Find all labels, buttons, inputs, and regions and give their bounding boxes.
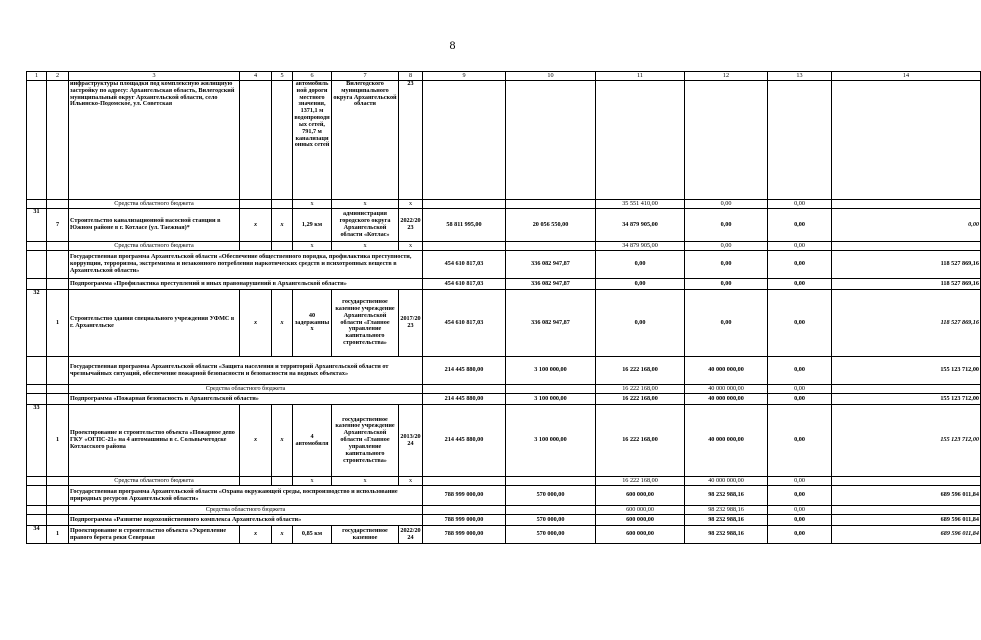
header-cell: 7 bbox=[332, 72, 399, 81]
budget-label: Средства областного бюджета bbox=[69, 506, 423, 515]
cell: 0,00 bbox=[768, 477, 832, 486]
cell: 0,00 bbox=[768, 506, 832, 515]
customer: государственное казенное учреждение Архангельской области «Главное управление капитального строительства» bbox=[332, 290, 399, 357]
cell: x bbox=[332, 477, 399, 486]
cell: 454 610 817,03 bbox=[423, 279, 506, 290]
cell: 0,00 bbox=[685, 251, 768, 279]
item-number: 1 bbox=[47, 526, 69, 544]
cell: 0,00 bbox=[768, 515, 832, 526]
cell: 0,00 bbox=[768, 290, 832, 357]
row-number: 32 bbox=[27, 290, 47, 357]
table-row bbox=[27, 506, 981, 515]
cell bbox=[27, 394, 47, 405]
capacity: 40 задержанных bbox=[293, 290, 332, 357]
cell: 600 000,00 bbox=[596, 526, 685, 544]
cell bbox=[832, 477, 981, 486]
cell bbox=[47, 385, 69, 394]
capacity: 0,85 км bbox=[293, 526, 332, 544]
cell bbox=[506, 81, 596, 200]
cell: 16 222 168,00 bbox=[596, 357, 685, 385]
cell bbox=[47, 279, 69, 290]
cell: 155 123 712,00 bbox=[832, 357, 981, 385]
cell bbox=[47, 486, 69, 506]
capacity: автомобильной дороги местного значения, 1371,1 м водопроводных сетей, 791,7 м канализационных сетей bbox=[293, 81, 332, 200]
customer: государственное казенное bbox=[332, 526, 399, 544]
cell: 0,00 bbox=[768, 385, 832, 394]
cell: x bbox=[240, 526, 272, 544]
table-row bbox=[27, 515, 981, 526]
cell: 118 527 869,16 bbox=[832, 279, 981, 290]
cell: x bbox=[293, 242, 332, 251]
cell bbox=[47, 357, 69, 385]
item-number: 7 bbox=[47, 209, 69, 242]
period: 2022/2023 bbox=[399, 209, 423, 242]
period: 2022/2024 bbox=[399, 526, 423, 544]
header-cell: 5 bbox=[272, 72, 293, 81]
cell bbox=[240, 477, 272, 486]
cell: 155 123 712,00 bbox=[832, 394, 981, 405]
page-number: 8 bbox=[449, 38, 456, 52]
cell: 214 445 880,00 bbox=[423, 357, 506, 385]
row-number: 31 bbox=[27, 209, 47, 242]
cell bbox=[47, 515, 69, 526]
cell bbox=[272, 477, 293, 486]
cell: 16 222 168,00 bbox=[596, 385, 685, 394]
cell: x bbox=[293, 477, 332, 486]
cell bbox=[27, 279, 47, 290]
cell: 0,00 bbox=[768, 251, 832, 279]
table-row bbox=[27, 251, 981, 279]
cell: 0,00 bbox=[685, 279, 768, 290]
cell: 600 000,00 bbox=[596, 486, 685, 506]
cell: 0,00 bbox=[685, 209, 768, 242]
cell bbox=[27, 251, 47, 279]
cell bbox=[240, 242, 272, 251]
cell bbox=[423, 477, 506, 486]
cell bbox=[506, 385, 596, 394]
cell: 58 811 995,00 bbox=[423, 209, 506, 242]
table-row bbox=[27, 357, 981, 385]
cell bbox=[27, 357, 47, 385]
customer: администрация городского округа Архангельской области «Котлас» bbox=[332, 209, 399, 242]
header-cell: 13 bbox=[768, 72, 832, 81]
program-name: Государственная программа Архангельской области «Защита населения и территорий Архангельской области от чрезвычайных ситуаций, обеспечение пожарной безопасности и безопасности на водных объектах» bbox=[69, 357, 423, 385]
cell: 3 100 000,00 bbox=[506, 394, 596, 405]
cell bbox=[832, 200, 981, 209]
cell bbox=[423, 200, 506, 209]
cell bbox=[832, 81, 981, 200]
cell: 336 082 947,87 bbox=[506, 251, 596, 279]
budget-label: Средства областного бюджета bbox=[69, 200, 240, 209]
cell: 0,00 bbox=[768, 405, 832, 477]
header-cell: 12 bbox=[685, 72, 768, 81]
cell bbox=[423, 385, 506, 394]
cell: 0,00 bbox=[685, 242, 768, 251]
cell: 689 596 011,84 bbox=[832, 526, 981, 544]
cell: 0,00 bbox=[768, 394, 832, 405]
cell: 214 445 880,00 bbox=[423, 405, 506, 477]
object-name: Строительство канализационной насосной станции в Южном районе в г. Котласе (ул. Таежная)* bbox=[69, 209, 240, 242]
cell: x bbox=[399, 242, 423, 251]
cell: 40 000 000,00 bbox=[685, 385, 768, 394]
program-name: Государственная программа Архангельской области «Обеспечение общественного порядка, профилактика преступности, коррупции, терроризма, экстремизма и незаконного потребления наркотических средств и психотропных веществ в Архангельской области» bbox=[69, 251, 423, 279]
cell: x bbox=[240, 290, 272, 357]
table-row bbox=[27, 526, 981, 544]
capacity: 1,29 км bbox=[293, 209, 332, 242]
cell bbox=[506, 477, 596, 486]
cell: 0,00 bbox=[768, 209, 832, 242]
cell bbox=[506, 506, 596, 515]
table-row bbox=[27, 385, 981, 394]
cell: 0,00 bbox=[596, 279, 685, 290]
table-row bbox=[27, 81, 981, 200]
cell bbox=[685, 81, 768, 200]
cell bbox=[832, 506, 981, 515]
table-row bbox=[27, 486, 981, 506]
cell: 0,00 bbox=[768, 486, 832, 506]
table-row bbox=[27, 279, 981, 290]
cell bbox=[47, 506, 69, 515]
cell bbox=[272, 242, 293, 251]
cell: 155 123 712,00 bbox=[832, 405, 981, 477]
cell: 40 000 000,00 bbox=[685, 477, 768, 486]
object-name: инфраструктуры площадки под комплексную жилищную застройку по адресу: Архангельская область, Вилегодский муниципальный округ Архангельской области, село Ильинско-Подомское, ул. Советская bbox=[69, 81, 240, 200]
cell bbox=[47, 394, 69, 405]
cell: x bbox=[293, 200, 332, 209]
cell bbox=[240, 81, 272, 200]
cell: 98 232 988,16 bbox=[685, 515, 768, 526]
period: 2017/2023 bbox=[399, 290, 423, 357]
cell: 98 232 988,16 bbox=[685, 526, 768, 544]
cell: x bbox=[272, 290, 293, 357]
capacity: 4 автомобиля bbox=[293, 405, 332, 477]
period: 2013/2024 bbox=[399, 405, 423, 477]
cell: x bbox=[240, 209, 272, 242]
cell: 0,00 bbox=[596, 290, 685, 357]
header-cell: 9 bbox=[423, 72, 506, 81]
cell bbox=[832, 385, 981, 394]
cell bbox=[423, 81, 506, 200]
cell: 214 445 880,00 bbox=[423, 394, 506, 405]
cell: 788 999 000,00 bbox=[423, 526, 506, 544]
cell: 16 222 168,00 bbox=[596, 394, 685, 405]
cell bbox=[272, 200, 293, 209]
budget-label: Средства областного бюджета bbox=[69, 385, 423, 394]
cell: 40 000 000,00 bbox=[685, 405, 768, 477]
cell bbox=[27, 242, 47, 251]
cell: 454 610 817,03 bbox=[423, 290, 506, 357]
cell: 570 000,00 bbox=[506, 515, 596, 526]
cell: 0,00 bbox=[596, 251, 685, 279]
cell bbox=[47, 477, 69, 486]
cell bbox=[27, 385, 47, 394]
cell: 336 082 947,87 bbox=[506, 290, 596, 357]
customer: Вилегодского муниципального округа Архангельской области bbox=[332, 81, 399, 200]
subprogram-name: Подпрограмма «Пожарная безопасность в Архангельской области» bbox=[69, 394, 423, 405]
header-cell: 10 bbox=[506, 72, 596, 81]
cell: 118 527 869,16 bbox=[832, 290, 981, 357]
cell: 600 000,00 bbox=[596, 506, 685, 515]
cell: 570 000,00 bbox=[506, 486, 596, 506]
cell bbox=[47, 81, 69, 200]
cell bbox=[768, 81, 832, 200]
cell: 3 100 000,00 bbox=[506, 357, 596, 385]
header-cell: 4 bbox=[240, 72, 272, 81]
subprogram-name: Подпрограмма «Профилактика преступлений и иных правонарушений в Архангельской области» bbox=[69, 279, 423, 290]
cell: 0,00 bbox=[768, 279, 832, 290]
period: 23 bbox=[399, 81, 423, 200]
cell bbox=[27, 515, 47, 526]
cell bbox=[27, 486, 47, 506]
cell: x bbox=[332, 200, 399, 209]
cell: 98 232 988,16 bbox=[685, 486, 768, 506]
cell: x bbox=[272, 209, 293, 242]
header-cell: 8 bbox=[399, 72, 423, 81]
table-row bbox=[27, 209, 981, 242]
cell: 40 000 000,00 bbox=[685, 394, 768, 405]
cell bbox=[423, 242, 506, 251]
header-cell: 1 bbox=[27, 72, 47, 81]
cell: 35 551 410,00 bbox=[596, 200, 685, 209]
header-cell: 14 bbox=[832, 72, 981, 81]
budget-label: Средства областного бюджета bbox=[69, 477, 240, 486]
cell bbox=[27, 81, 47, 200]
cell: x bbox=[399, 477, 423, 486]
cell: 336 082 947,87 bbox=[506, 279, 596, 290]
cell: 689 596 011,84 bbox=[832, 486, 981, 506]
cell: 0,00 bbox=[768, 357, 832, 385]
cell: 118 527 869,16 bbox=[832, 251, 981, 279]
cell bbox=[27, 506, 47, 515]
row-number: 34 bbox=[27, 526, 47, 544]
table-row bbox=[27, 242, 981, 251]
table-row bbox=[27, 394, 981, 405]
cell: x bbox=[272, 405, 293, 477]
cell: 788 999 000,00 bbox=[423, 486, 506, 506]
item-number: 1 bbox=[47, 290, 69, 357]
cell: 570 000,00 bbox=[506, 526, 596, 544]
cell: 0,00 bbox=[768, 242, 832, 251]
cell: x bbox=[332, 242, 399, 251]
cell: 689 596 011,84 bbox=[832, 515, 981, 526]
cell: 34 879 905,00 bbox=[596, 242, 685, 251]
cell bbox=[506, 242, 596, 251]
cell bbox=[47, 242, 69, 251]
header-cell: 11 bbox=[596, 72, 685, 81]
cell: 0,00 bbox=[685, 290, 768, 357]
cell: 16 222 168,00 bbox=[596, 477, 685, 486]
object-name: Проектирование и строительство объекта «Пожарное депо ГКУ «ОГПС-21» на 4 автомашины в с. Сольвычегодске Котласского района bbox=[69, 405, 240, 477]
cell: 0,00 bbox=[768, 200, 832, 209]
object-name: Проектирование и строительство объекта «Укрепление правого берега реки Северная bbox=[69, 526, 240, 544]
cell: 16 222 168,00 bbox=[596, 405, 685, 477]
cell bbox=[240, 200, 272, 209]
object-name: Строительство здания специального учреждения УФМС в г. Архангельске bbox=[69, 290, 240, 357]
header-cell: 2 bbox=[47, 72, 69, 81]
cell: 454 610 817,03 bbox=[423, 251, 506, 279]
cell: x bbox=[272, 526, 293, 544]
cell: 20 056 550,00 bbox=[506, 209, 596, 242]
cell: 34 879 905,00 bbox=[596, 209, 685, 242]
subprogram-name: Подпрограмма «Развитие водохозяйственного комплекса Архангельской области» bbox=[69, 515, 423, 526]
cell bbox=[47, 200, 69, 209]
cell bbox=[47, 251, 69, 279]
table-row bbox=[27, 405, 981, 477]
table-row bbox=[27, 200, 981, 209]
row-number: 33 bbox=[27, 405, 47, 477]
header-cell: 3 bbox=[69, 72, 240, 81]
cell: 0,00 bbox=[685, 200, 768, 209]
table-row bbox=[27, 477, 981, 486]
budget-label: Средства областного бюджета bbox=[69, 242, 240, 251]
item-number: 1 bbox=[47, 405, 69, 477]
cell: x bbox=[399, 200, 423, 209]
header-cell: 6 bbox=[293, 72, 332, 81]
cell: 788 999 000,00 bbox=[423, 515, 506, 526]
program-name: Государственная программа Архангельской области «Охрана окружающей среды, воспроизводство и использование природных ресурсов Архангельской области» bbox=[69, 486, 423, 506]
cell: 98 232 988,16 bbox=[685, 506, 768, 515]
cell bbox=[423, 506, 506, 515]
cell: 600 000,00 bbox=[596, 515, 685, 526]
table-row bbox=[27, 290, 981, 357]
customer: государственное казенное учреждение Архангельской области «Главное управление капитального строительства» bbox=[332, 405, 399, 477]
cell: 40 000 000,00 bbox=[685, 357, 768, 385]
cell bbox=[506, 200, 596, 209]
cell: 3 100 000,00 bbox=[506, 405, 596, 477]
cell: 0,00 bbox=[768, 526, 832, 544]
cell bbox=[27, 477, 47, 486]
cell: 0,00 bbox=[832, 209, 981, 242]
cell bbox=[596, 81, 685, 200]
investment-table bbox=[26, 71, 981, 544]
cell bbox=[272, 81, 293, 200]
cell bbox=[832, 242, 981, 251]
cell: x bbox=[240, 405, 272, 477]
